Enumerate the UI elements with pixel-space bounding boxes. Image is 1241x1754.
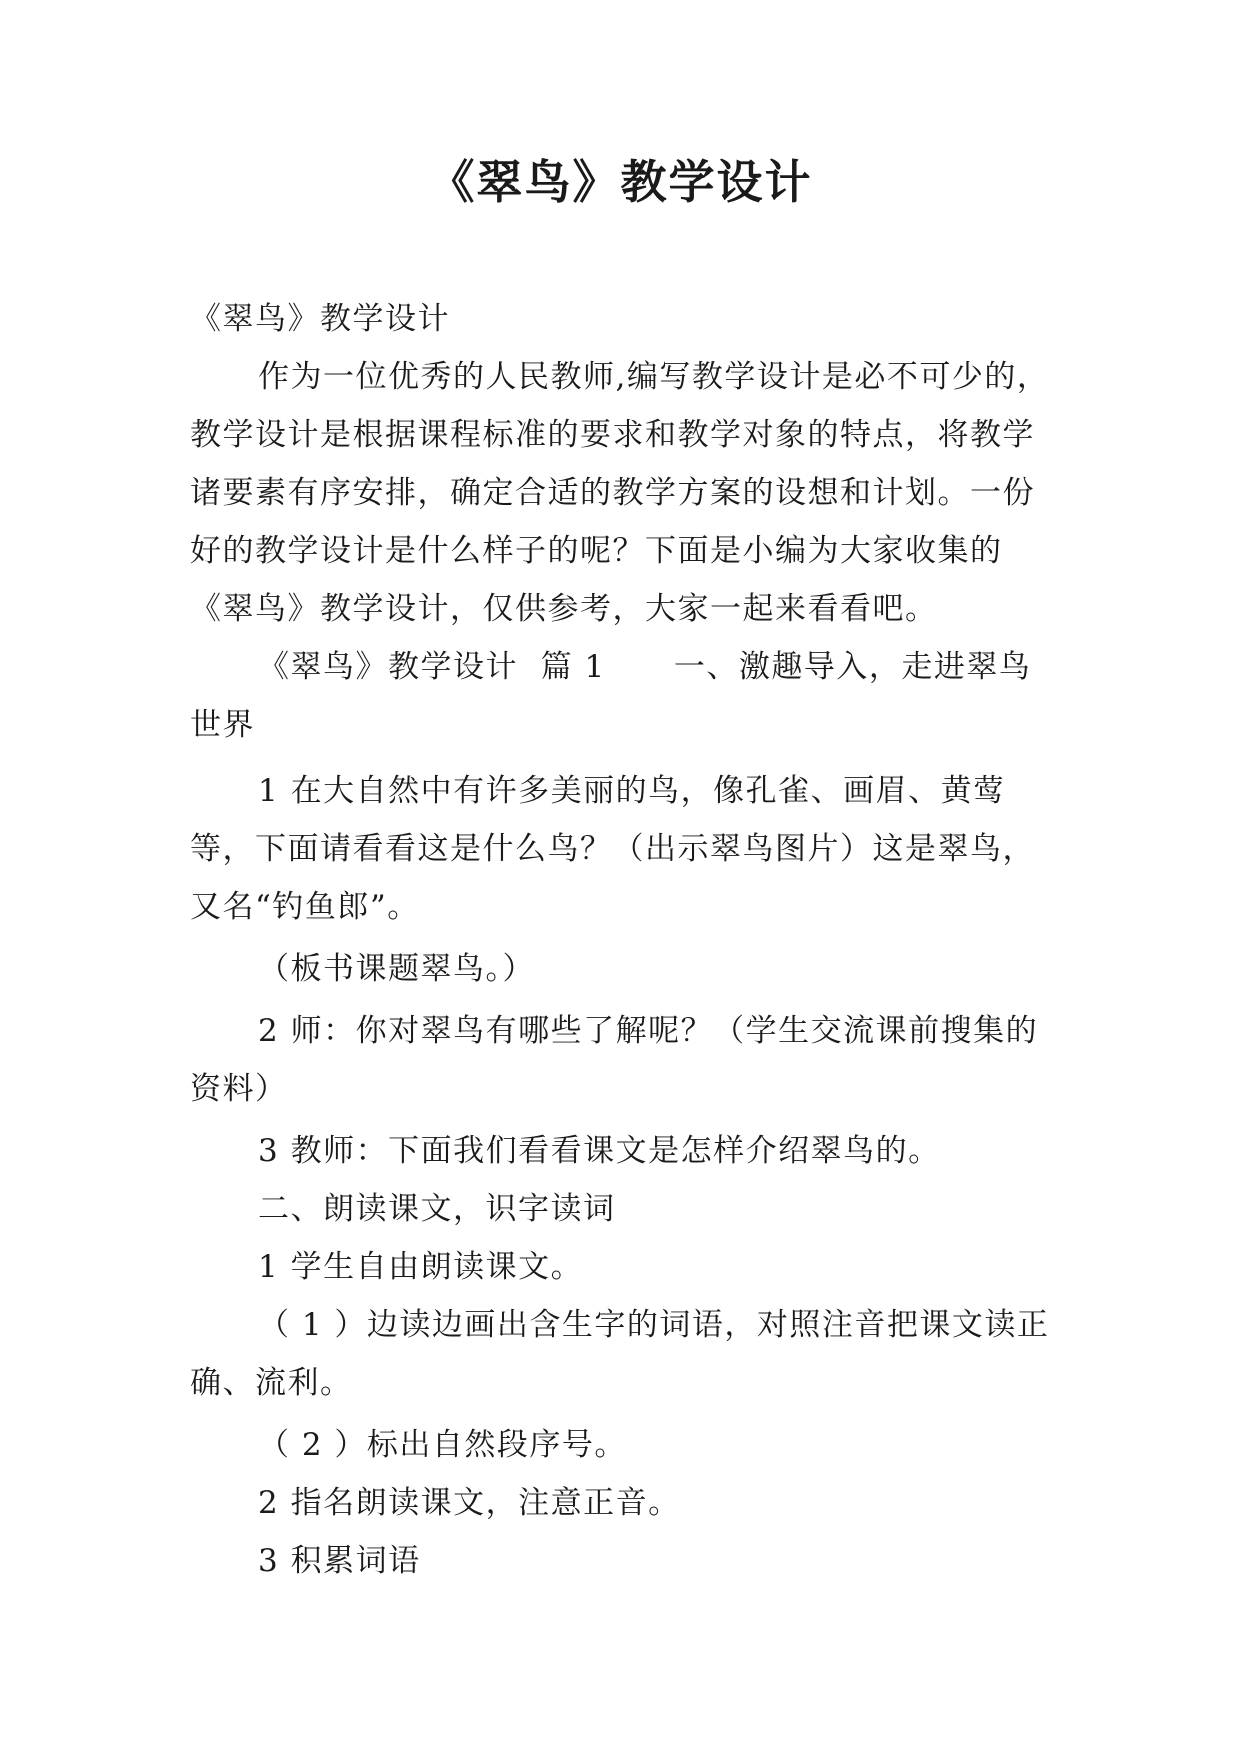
paragraph-section-one-heading: 《翠鸟》教学设计 篇 1 一、激趣导入，走进翠鸟世界	[190, 649, 1032, 743]
paragraph-heading: 《翠鸟》教学设计	[190, 301, 450, 337]
paragraph-step-3: 3 教师：下面我们看看课文是怎样介绍翠鸟的。	[258, 1133, 941, 1169]
document-body	[190, 290, 1052, 1590]
paragraph-step-2: 2 师：你对翠鸟有哪些了解呢？（学生交流课前搜集的资料）	[190, 1013, 1039, 1107]
paragraph-blackboard: （板书课题翠鸟。）	[258, 951, 535, 987]
paragraph-section-two-heading: 二、朗读课文，识字读词	[258, 1191, 616, 1227]
paragraph-read-2: 2 指名朗读课文，注意正音。	[258, 1485, 681, 1521]
paragraph-read-1-1: （ 1 ）边读边画出含生字的词语，对照注音把课文读正确、流利。	[190, 1307, 1050, 1401]
paragraph-read-3: 3 积累词语	[258, 1543, 421, 1579]
paragraph-step-1: 1 在大自然中有许多美丽的鸟，像孔雀、画眉、黄莺等，下面请看看这是什么鸟？（出示翠鸟图片）这是翠鸟，又名“钓鱼郎”。	[190, 773, 1035, 925]
document-title: 《翠鸟》教学设计	[428, 155, 813, 209]
paragraph-intro: 作为一位优秀的人民教师,编写教学设计是必不可少的，教学设计是根据课程标准的要求和教学对象的特点，将教学诸要素有序安排，确定合适的教学方案的设想和计划。一份好的教学设计是什么样子的呢？下面是小编为大家收集的《翠鸟》教学设计，仅供参考，大家一起来看看吧。	[190, 359, 1050, 627]
paragraph-read-1: 1 学生自由朗读课文。	[258, 1249, 584, 1285]
paragraph-read-1-2: （ 2 ）标出自然段序号。	[258, 1427, 627, 1463]
